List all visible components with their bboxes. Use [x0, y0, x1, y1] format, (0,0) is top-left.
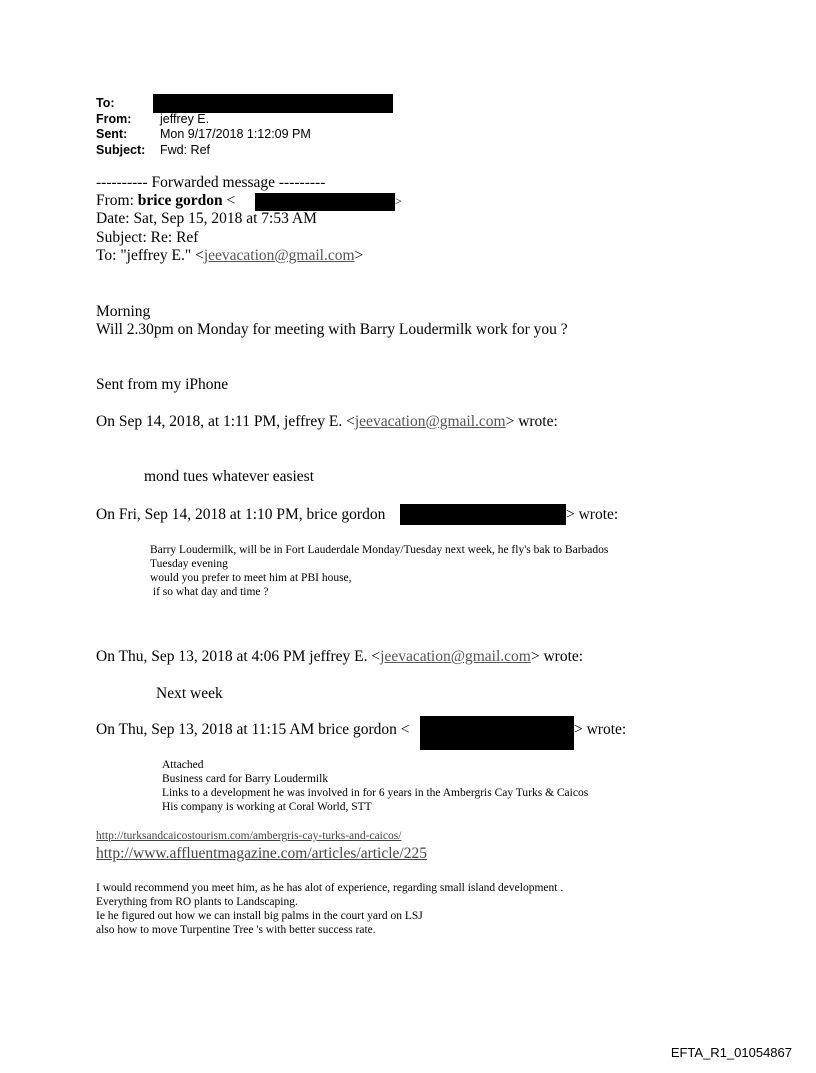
forwarded-from-close: > [395, 194, 402, 208]
quote-header-3-prefix: On Thu, Sep 13, 2018 at 4:06 PM jeffrey E. < [96, 648, 381, 665]
message-body: Will 2.30pm on Monday for meeting with Barry Loudermilk work for you ? [96, 321, 568, 338]
quote-body-2-line: would you prefer to meet him at PBI house, [150, 572, 352, 584]
forwarded-from-line [96, 192, 235, 210]
quote-header-2-suffix: > wrote: [566, 506, 619, 523]
forwarded-from-open: < [222, 192, 236, 209]
redaction-box [400, 504, 566, 525]
redaction-box [420, 716, 574, 750]
quote-body-1: mond tues whatever easiest [144, 468, 315, 485]
quote-header-1 [96, 413, 558, 431]
quote-body-2-line: Tuesday evening [150, 558, 228, 570]
forwarded-from-prefix: From: [96, 192, 138, 209]
quote-header-2-prefix: On Fri, Sep 14, 2018 at 1:10 PM, brice gordon [96, 506, 386, 523]
tourism-link[interactable]: http://turksandcaicostourism.com/ambergris-cay-turks-and-caicos/ [96, 830, 402, 842]
quote-header-1-suffix: > wrote: [505, 413, 558, 430]
quote-header-1-email-link[interactable]: jeevacation@gmail.com [354, 413, 506, 430]
closing-line: Everything from RO plants to Landscaping. [96, 896, 298, 908]
quote-body-3: Next week [156, 685, 223, 702]
subject-label: Subject: [96, 143, 146, 157]
forwarded-to-suffix: > [354, 247, 364, 264]
forwarded-to-line [96, 247, 363, 265]
closing-line: Ie he figured out how we can install big palms in the court yard on LSJ [96, 910, 423, 922]
closing-line: I would recommend you meet him, as he has alot of experience, regarding small island development . [96, 882, 564, 894]
message-greeting: Morning [96, 303, 151, 320]
quote-body-2-line: if so what day and time ? [150, 586, 269, 598]
quote-header-3 [96, 648, 583, 666]
redaction-box [153, 94, 393, 113]
quote-header-4-suffix: > wrote: [574, 721, 627, 738]
document-id: EFTA_R1_01054867 [670, 1045, 792, 1060]
quote-body-4-line: Business card for Barry Loudermilk [162, 773, 329, 785]
quote-header-3-suffix: > wrote: [530, 648, 584, 665]
forwarded-from-name: brice gordon [137, 192, 223, 209]
from-value: jeffrey E. [160, 112, 210, 126]
subject-value: Fwd: Ref [160, 143, 211, 157]
forwarded-to-email-link[interactable]: jeevacation@gmail.com [203, 247, 355, 264]
affluent-magazine-link[interactable]: http://www.affluentmagazine.com/articles/article/225 [96, 845, 427, 862]
forwarded-date: Date: Sat, Sep 15, 2018 at 7:53 AM [96, 210, 317, 227]
sent-value: Mon 9/17/2018 1:12:09 PM [160, 127, 311, 141]
forwarded-to-prefix: To: "jeffrey E." < [96, 247, 204, 264]
quote-header-1-prefix: On Sep 14, 2018, at 1:11 PM, jeffrey E. < [96, 413, 355, 430]
quote-body-4-line: Links to a development he was involved in for 6 years in the Ambergris Cay Turks & Caicos [162, 787, 589, 799]
sent-label: Sent: [96, 127, 128, 141]
from-label: From: [96, 112, 132, 126]
forwarded-subject: Subject: Re: Ref [96, 229, 199, 246]
to-label: To: [96, 96, 115, 110]
quote-header-3-email-link[interactable]: jeevacation@gmail.com [380, 648, 531, 665]
closing-line: also how to move Turpentine Tree 's with better success rate. [96, 924, 376, 936]
quote-header-4-prefix: On Thu, Sep 13, 2018 at 11:15 AM brice gordon < [96, 721, 410, 738]
redaction-box [255, 193, 395, 211]
message-signature: Sent from my iPhone [96, 376, 229, 393]
forwarded-banner: ---------- Forwarded message --------- [96, 174, 326, 191]
quote-body-4-line: Attached [162, 759, 204, 771]
quote-body-2-line: Barry Loudermilk, will be in Fort Lauderdale Monday/Tuesday next week, he fly's bak to Barbados [150, 544, 609, 556]
quote-body-4-line: His company is working at Coral World, STT [162, 801, 372, 813]
